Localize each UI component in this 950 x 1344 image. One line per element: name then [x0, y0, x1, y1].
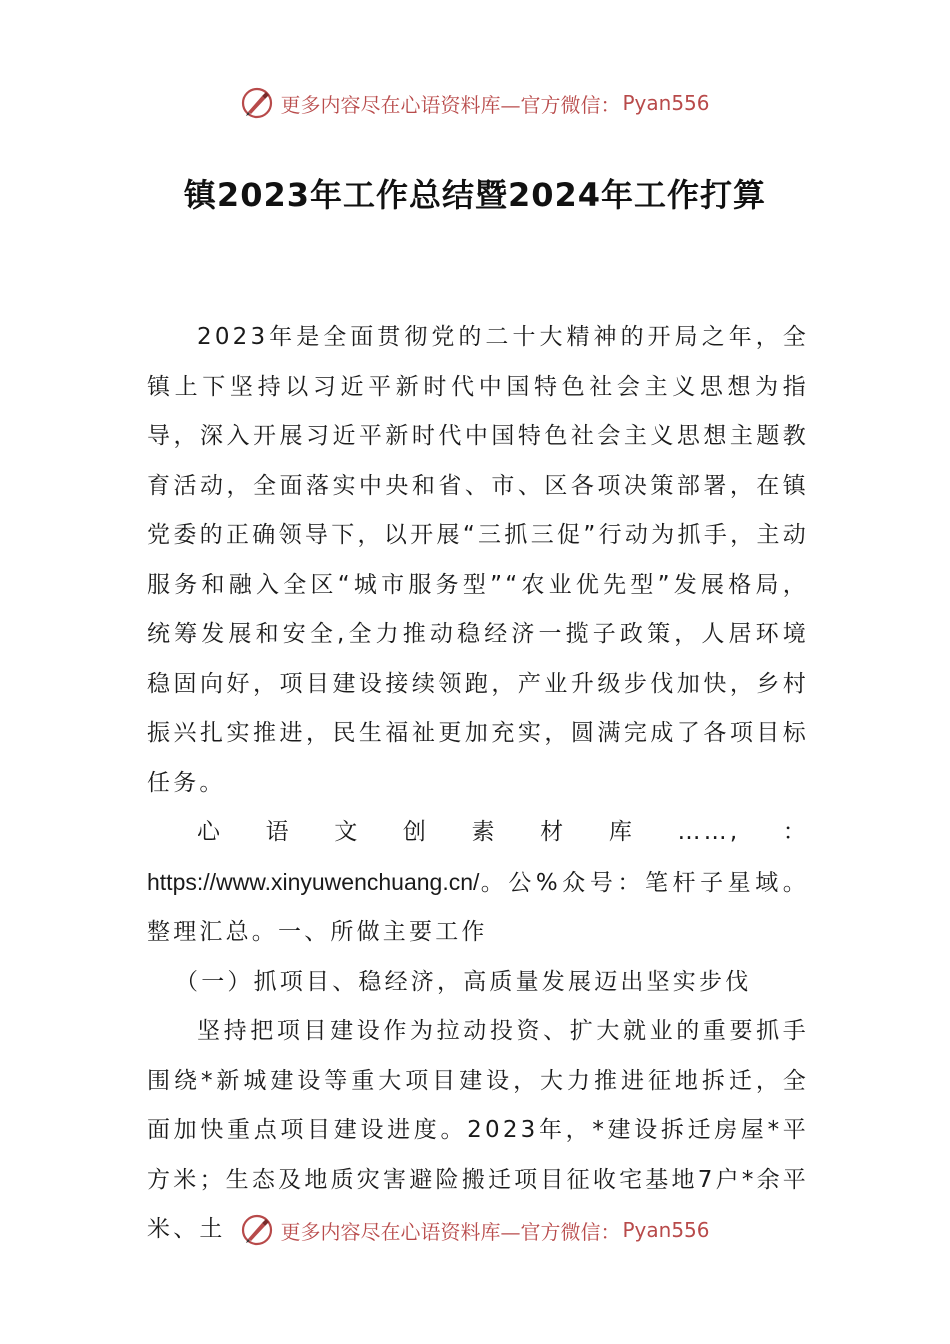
document-body [147, 313, 809, 1255]
intro-paragraph: 2023年是全面贯彻党的二十大精神的开局之年，全镇上下坚持以习近平新时代中国特色社会主义思想为指导，深入开展习近平新时代中国特色社会主义思想主题教育活动，全面落实中央和省、市、区各项决策部署，在镇党委的正确领导下，以开展“三抓三促”行动为抓手，主动服务和融入全区“城市服务型”“农业优先型”发展格局，统筹发展和安全,全力推动稳经济一揽子政策，人居环境稳固向好，项目建设接续领跑，产业升级步伐加快，乡村振兴扎实推进，民生福祉更加充实，圆满完成了各项目标任务。 [147, 324, 809, 796]
banner-text: 更多内容尽在心语资料库—官方微信： [280, 92, 621, 117]
source-note-suffix: 。公%众号：笔杆子星域。整理汇总。一、所做主要工作 [147, 869, 809, 945]
section-paragraph: 坚持把项目建设作为拉动投资、扩大就业的重要抓手围绕*新城建设等重大项目建设，大力推进征地拆迁，全面加快重点项目建设进度。2023年，*建设拆迁房屋*平方米；生态及地质灾害避险搬迁项目征收宅基地7户*余平米、土 [147, 1018, 809, 1242]
header-watermark-banner [0, 83, 950, 123]
source-note-prefix: 心语文创素材库……,： [197, 819, 809, 845]
source-note-url: https://www.xinyuwenchuang.cn/ [147, 868, 480, 895]
pen-logo-icon [240, 86, 274, 120]
pen-logo-icon [240, 1213, 274, 1247]
banner-text: 更多内容尽在心语资料库—官方微信： [280, 1219, 621, 1244]
document-title: 镇2023年工作总结暨2024年工作打算 [183, 176, 767, 214]
source-note [147, 808, 809, 958]
banner-wechat-id: Pyan556 [622, 91, 710, 115]
section-heading: （一）抓项目、稳经济，高质量发展迈出坚实步伐 [175, 968, 752, 995]
banner-wechat-id: Pyan556 [622, 1218, 710, 1242]
footer-watermark-banner [0, 1210, 950, 1250]
